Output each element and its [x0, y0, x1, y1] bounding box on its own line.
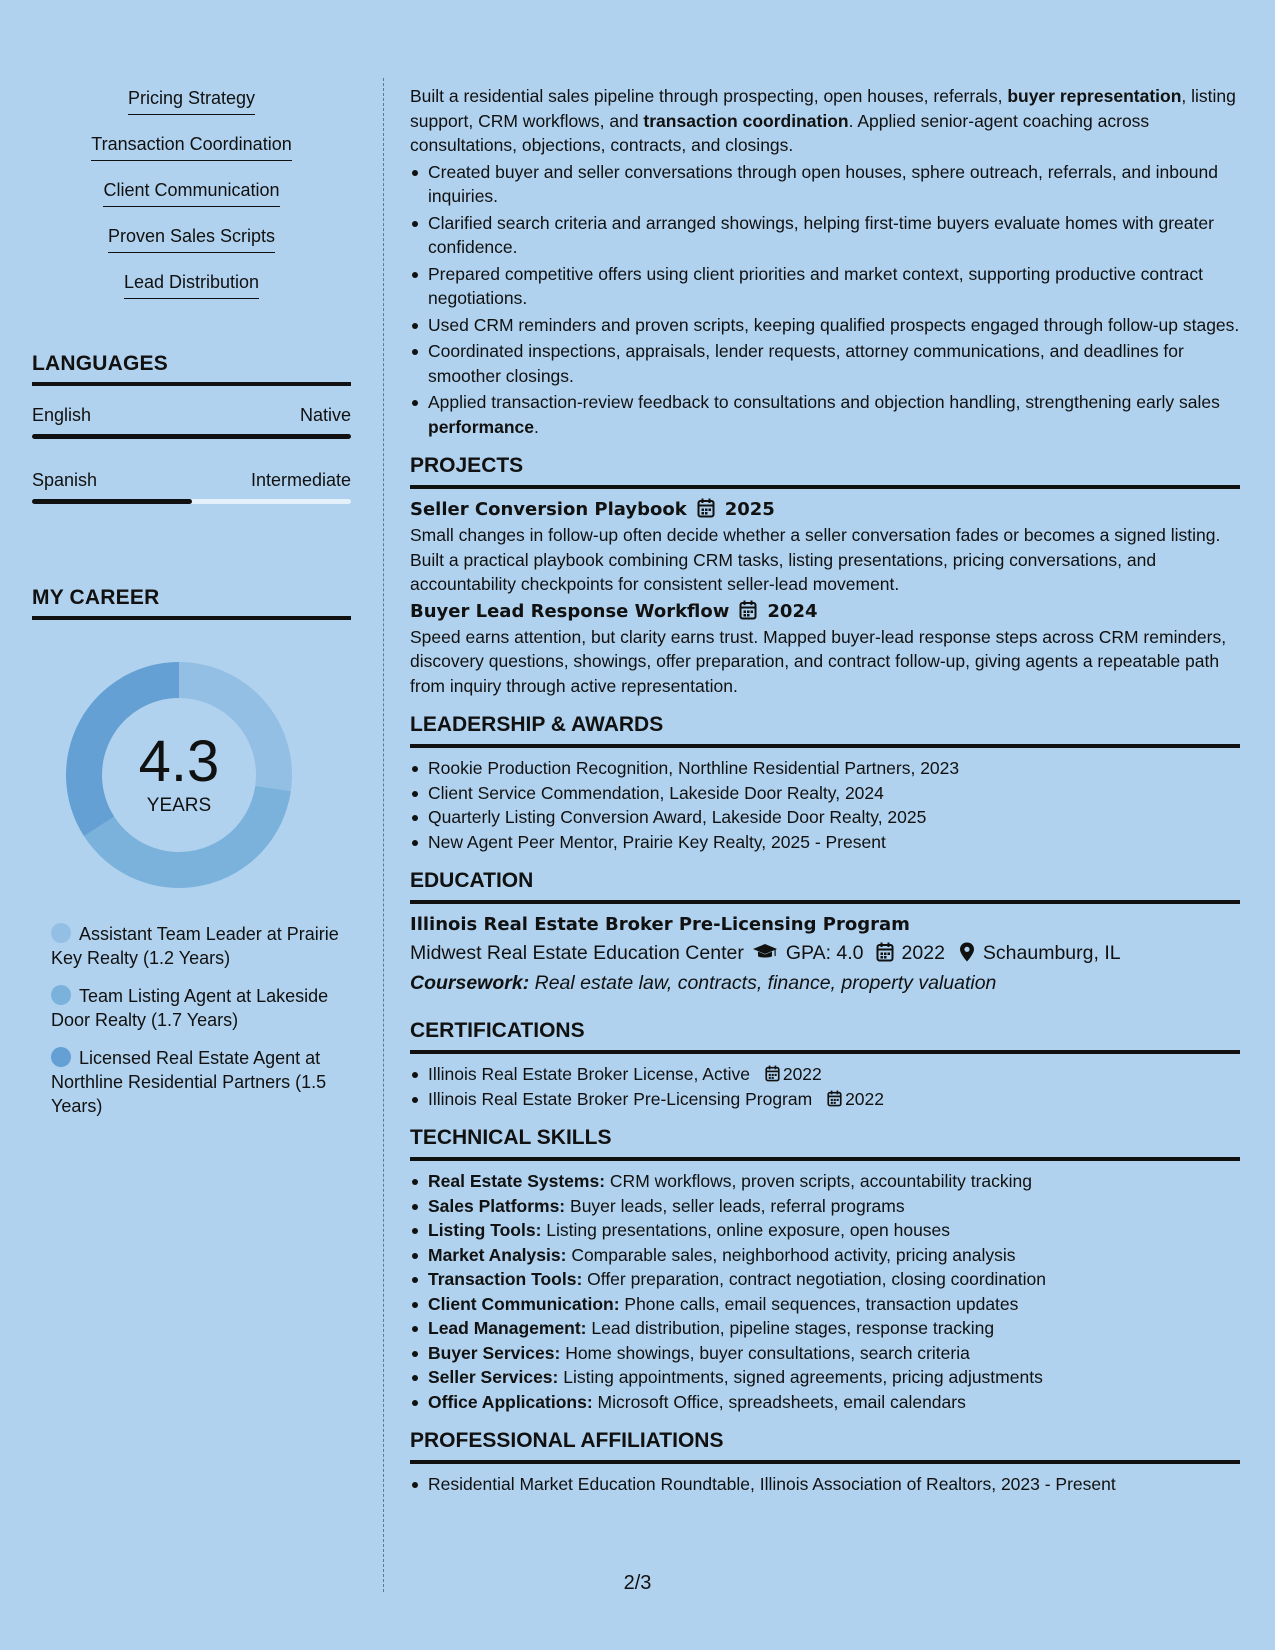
experience-bullet: Applied transaction-review feedback to consultations and objection handling, strengthening early sales performance.	[410, 390, 1240, 439]
coursework-label: Coursework:	[410, 972, 530, 994]
skill-tag: Client Communication	[103, 176, 279, 207]
experience-bullet: Coordinated inspections, appraisals, lender requests, attorney communications, and deadlines for smoother closings.	[410, 339, 1240, 388]
skill-value: Lead distribution, pipeline stages, response tracking	[591, 1318, 995, 1338]
calendar-icon	[765, 1062, 780, 1087]
career-total-years: 4.3	[138, 729, 220, 794]
skill-label: Sales Platforms:	[428, 1195, 566, 1216]
calendar-icon	[827, 1087, 842, 1112]
certification-item	[410, 1087, 1240, 1112]
skill-label: Buyer Services:	[428, 1342, 561, 1363]
page-number: 2/3	[623, 1572, 652, 1594]
technical-skill-item	[410, 1316, 1240, 1341]
legend-text: Team Listing Agent at Lakeside Door Realty (1.7 Years)	[51, 986, 329, 1030]
skill-label: Transaction Tools:	[428, 1269, 583, 1289]
skill-label: Client Communication:	[428, 1293, 620, 1314]
career-legend	[51, 922, 341, 1118]
career-section	[32, 586, 351, 1132]
certification-year: 2022	[782, 1064, 822, 1084]
skill-value: Home showings, buyer consultations, search criteria	[565, 1342, 970, 1363]
projects-heading: PROJECTS	[410, 453, 1240, 489]
skill-tag: Lead Distribution	[124, 268, 259, 299]
education-meta	[410, 938, 1240, 968]
technical-skill-item	[410, 1365, 1240, 1390]
legend-dot	[51, 985, 71, 1005]
technical-skills-heading: TECHNICAL SKILLS	[410, 1125, 1240, 1161]
project-year: 2025	[724, 499, 775, 520]
affiliation-item: Residential Market Education Roundtable, Illinois Association of Realtors, 2023 - Present	[410, 1472, 1240, 1497]
experience-bullet: Used CRM reminders and proven scripts, keeping qualified prospects engaged through follow-up stages.	[410, 313, 1240, 338]
education-location: Schaumburg, IL	[982, 942, 1121, 964]
certification-name: Illinois Real Estate Broker License, Active	[428, 1064, 750, 1084]
project-title-row	[410, 497, 1240, 523]
project-title: Seller Conversion Playbook	[410, 499, 687, 520]
affiliations-heading: PROFESSIONAL AFFILIATIONS	[410, 1428, 1240, 1464]
calendar-icon	[739, 599, 757, 625]
language-level: Intermediate	[250, 470, 351, 490]
language-bar-fill	[32, 499, 192, 504]
technical-skill-item	[410, 1292, 1240, 1317]
language-spanish	[32, 469, 351, 504]
legend-text: Licensed Real Estate Agent at Northline Residential Partners (1.5 Years)	[51, 1048, 327, 1116]
certification-year: 2022	[845, 1088, 885, 1109]
skill-value: Offer preparation, contract negotiation, closing coordination	[587, 1269, 1047, 1289]
skill-value: Listing presentations, online exposure, open houses	[546, 1220, 951, 1240]
technical-skills-list	[410, 1169, 1240, 1414]
language-bar-fill	[32, 434, 351, 439]
experience-summary: Built a residential sales pipeline through prospecting, open houses, referrals, buyer representation, listing support, CRM workflows, and transaction coordination. Applied senior-agent coaching across consultations, objections, contracts, and closings.	[410, 86, 1236, 155]
education-school: Midwest Real Estate Education Center	[410, 942, 744, 964]
skill-tag: Pricing Strategy	[128, 84, 255, 115]
calendar-icon	[697, 497, 715, 523]
skill-value: CRM workflows, proven scripts, accountability tracking	[609, 1171, 1033, 1191]
calendar-icon	[876, 938, 894, 968]
column-divider	[383, 78, 384, 1592]
skill-tag: Proven Sales Scripts	[108, 222, 275, 253]
project-title: Buyer Lead Response Workflow	[410, 600, 730, 622]
skill-value: Buyer leads, seller leads, referral programs	[570, 1195, 905, 1216]
certification-item	[410, 1062, 1240, 1087]
experience-bullet: Prepared competitive offers using client priorities and market context, supporting productive contract negotiations.	[410, 262, 1240, 311]
career-donut-chart	[64, 660, 294, 890]
language-bar	[32, 434, 351, 439]
language-english	[32, 404, 351, 439]
education-heading: EDUCATION	[410, 868, 1240, 904]
map-pin-icon	[959, 938, 975, 968]
project-title-row	[410, 599, 1240, 625]
affiliations-list	[410, 1472, 1240, 1497]
certification-name: Illinois Real Estate Broker Pre-Licensing Program	[428, 1088, 813, 1109]
certifications-list	[410, 1062, 1240, 1111]
leadership-heading: LEADERSHIP & AWARDS	[410, 712, 1240, 748]
skill-tag: Transaction Coordination	[91, 130, 291, 161]
leadership-item: New Agent Peer Mentor, Prairie Key Realty, 2025 - Present	[410, 830, 1240, 855]
project-description: Speed earns attention, but clarity earns trust. Mapped buyer-lead response steps across CRM reminders, discovery questions, showings, offer preparation, and contract follow-up, giving agents a repeatable path from inquiry through active representation.	[410, 626, 1227, 696]
technical-skill-item	[410, 1267, 1240, 1292]
language-level: Native	[299, 405, 351, 425]
education-gpa: GPA: 4.0	[785, 942, 864, 964]
career-heading: MY CAREER	[32, 586, 351, 620]
certification-date	[765, 1062, 822, 1087]
languages-heading: LANGUAGES	[32, 352, 351, 386]
certification-date	[827, 1087, 884, 1112]
language-bar	[32, 499, 351, 504]
skill-value: Comparable sales, neighborhood activity, pricing analysis	[571, 1244, 1016, 1265]
legend-text: Assistant Team Leader at Prairie Key Realty (1.2 Years)	[51, 924, 339, 968]
education-coursework	[410, 968, 1240, 998]
technical-skill-item	[410, 1194, 1240, 1219]
language-name: Spanish	[32, 470, 98, 490]
experience-bullets	[410, 160, 1240, 440]
certifications-heading: CERTIFICATIONS	[410, 1018, 1240, 1054]
languages-section	[32, 352, 351, 504]
project-description: Small changes in follow-up often decide whether a seller conversation fades or becomes a signed listing. Built a practical playbook combining CRM tasks, listing presentations, pricing conversations, and accountability checkpoints for consistent seller-lead movement.	[410, 525, 1221, 594]
technical-skill-item	[410, 1169, 1240, 1194]
skill-label: Real Estate Systems:	[428, 1171, 606, 1191]
skill-value: Phone calls, email sequences, transaction updates	[624, 1293, 1019, 1314]
education-year: 2022	[901, 942, 945, 964]
technical-skill-item	[410, 1390, 1240, 1415]
skill-label: Lead Management:	[428, 1318, 587, 1338]
experience-bullet: Created buyer and seller conversations through open houses, sphere outreach, referrals, and inbound inquiries.	[410, 160, 1240, 209]
leadership-item: Quarterly Listing Conversion Award, Lakeside Door Realty, 2025	[410, 805, 1240, 830]
career-legend-item	[51, 984, 341, 1032]
career-total-unit: YEARS	[146, 795, 212, 816]
leadership-list	[410, 756, 1240, 854]
project-year: 2024	[767, 600, 818, 622]
technical-skill-item	[410, 1341, 1240, 1366]
skill-value: Listing appointments, signed agreements, pricing adjustments	[563, 1367, 1043, 1387]
experience-bullet: Clarified search criteria and arranged showings, helping first-time buyers evaluate homes with greater confidence.	[410, 211, 1240, 260]
coursework-text: Real estate law, contracts, finance, property valuation	[534, 972, 997, 994]
skill-label: Office Applications:	[428, 1391, 593, 1412]
skill-tags	[32, 84, 351, 314]
left-column	[32, 84, 351, 1116]
technical-skill-item	[410, 1243, 1240, 1268]
education-program: Illinois Real Estate Broker Pre-Licensing Program	[410, 914, 910, 935]
legend-dot	[51, 1047, 71, 1067]
skill-label: Listing Tools:	[428, 1220, 542, 1240]
skill-label: Market Analysis:	[428, 1244, 567, 1265]
technical-skill-item	[410, 1218, 1240, 1243]
language-name: English	[32, 405, 92, 425]
leadership-item: Rookie Production Recognition, Northline Residential Partners, 2023	[410, 756, 1240, 781]
skill-value: Microsoft Office, spreadsheets, email calendars	[597, 1391, 966, 1412]
skill-label: Seller Services:	[428, 1367, 559, 1387]
leadership-item: Client Service Commendation, Lakeside Door Realty, 2024	[410, 781, 1240, 806]
graduation-cap-icon	[752, 938, 778, 968]
right-column	[410, 84, 1240, 1497]
career-legend-item	[51, 922, 341, 970]
career-legend-item	[51, 1046, 341, 1118]
legend-dot	[51, 923, 71, 943]
